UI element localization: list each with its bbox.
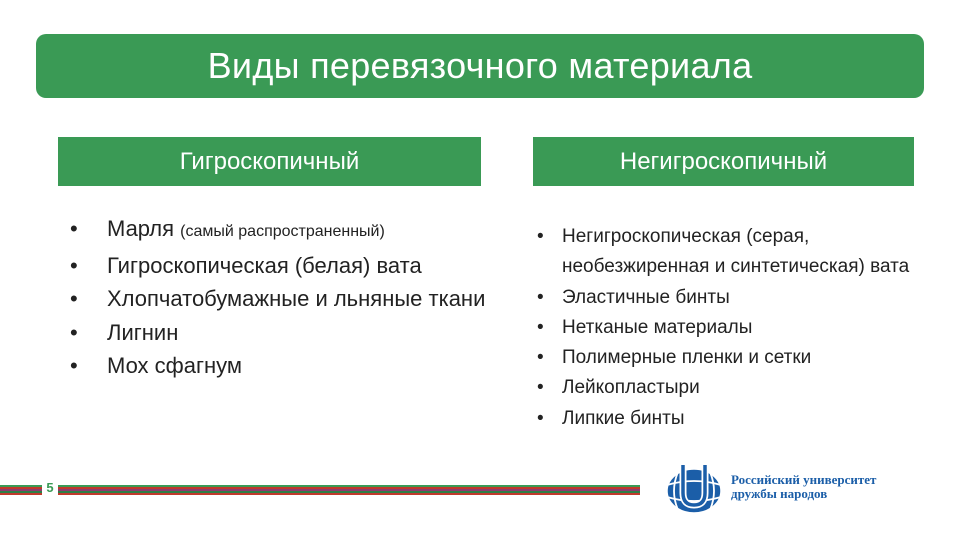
list-item-text: Мох сфагнум — [107, 353, 243, 378]
university-name-line1: Российский университет — [731, 472, 877, 487]
bullet: • — [537, 316, 544, 338]
page-number: 5 — [42, 480, 58, 495]
list-item-text: Хлопчатобумажные и льняные ткани — [107, 286, 486, 311]
list-item-text: Нетканые материалы — [562, 316, 753, 338]
bullet: • — [70, 286, 78, 311]
university-name-line2: дружбы народов — [731, 486, 828, 501]
bullet: • — [70, 216, 78, 241]
list-item-text: Негигроскопическая (серая, необезжиренная и синтетическая) вата — [562, 226, 910, 278]
list-item-text: Лейкопластыри — [562, 377, 700, 399]
list-item — [537, 404, 937, 434]
list-item-text: Полимерные пленки и сетки — [562, 347, 812, 369]
list-item — [70, 316, 500, 350]
bullet: • — [70, 319, 78, 345]
slide-title: Виды перевязочного материала — [36, 34, 924, 98]
list-item — [70, 349, 500, 383]
list-item — [70, 212, 500, 249]
list-item-text: Лигнин — [107, 319, 179, 345]
footer-stripe — [0, 485, 640, 497]
non-hygroscopic-list — [537, 222, 937, 434]
bullet: • — [537, 226, 544, 247]
list-item — [537, 283, 937, 313]
list-item-text: Липкие бинты — [562, 407, 685, 429]
list-item — [537, 373, 937, 403]
bullet: • — [70, 353, 78, 378]
list-item — [70, 282, 500, 316]
bullet: • — [537, 407, 544, 429]
bullet: • — [70, 252, 78, 278]
list-item-text: Марля — [107, 216, 181, 241]
bullet: • — [537, 347, 544, 369]
list-item-note: (самый распространенный) — [180, 223, 385, 240]
list-item — [537, 313, 937, 343]
bullet: • — [537, 286, 544, 308]
list-item — [537, 222, 937, 283]
rudn-globe-logo-icon — [664, 463, 724, 515]
list-item-text: Гигроскопическая (белая) вата — [107, 252, 422, 278]
list-item-text: Эластичные бинты — [562, 286, 730, 308]
list-item — [537, 343, 937, 373]
hygroscopic-list — [70, 212, 500, 383]
column-header-non-hygroscopic: Негигроскопичный — [533, 137, 914, 186]
list-item — [70, 249, 500, 283]
university-name — [731, 473, 876, 501]
bullet: • — [537, 377, 544, 399]
column-header-hygroscopic: Гигроскопичный — [58, 137, 481, 186]
